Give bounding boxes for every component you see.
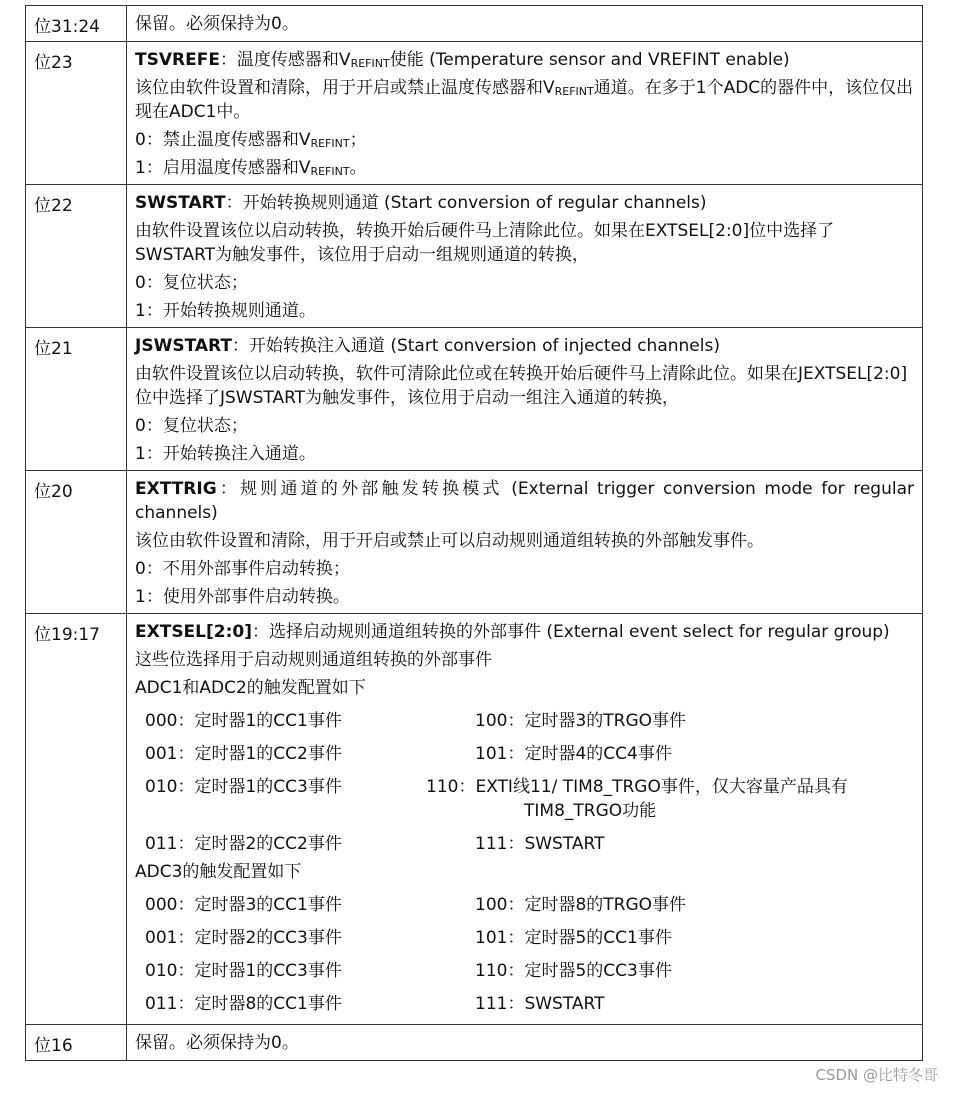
field-title: EXTSEL[2:0]：选择启动规则通道组转换的外部事件 (External event select for regular group)	[135, 622, 890, 642]
bit-range: 位20	[26, 471, 127, 614]
option-010: 010：定时器1的CC3事件	[145, 961, 342, 981]
bit-range: 位19:17	[26, 614, 127, 1025]
adc3-trigger-options	[135, 888, 914, 1020]
bit-description	[127, 1025, 923, 1061]
bit-range: 位31:24	[26, 6, 127, 42]
field-title: JSWSTART：开始转换注入通道 (Start conversion of injected channels)	[135, 336, 720, 356]
field-title: EXTTRIG：规则通道的外部触发转换模式 (External trigger conversion mode for regular channels)	[135, 479, 914, 523]
table-row	[26, 42, 923, 185]
field-name: EXTTRIG	[135, 479, 217, 499]
adc12-trigger-options	[135, 704, 914, 860]
value-1: 1：开始转换规则通道。	[135, 301, 316, 321]
bit-range: 位21	[26, 328, 127, 471]
bit-description	[127, 328, 923, 471]
value-0: 0：禁止温度传感器和$V_{REFINT}$；	[135, 130, 367, 150]
option-011: 011：定时器2的CC2事件	[145, 834, 342, 854]
field-name: JSWSTART	[135, 336, 232, 356]
adc3-header: ADC3的触发配置如下	[135, 862, 302, 882]
option-001: 001：定时器2的CC3事件	[145, 928, 342, 948]
table-row	[26, 1025, 923, 1061]
bit-description	[127, 185, 923, 328]
option-101: 101：定时器4的CC4事件	[475, 744, 672, 764]
option-111: 111：SWSTART	[475, 834, 605, 854]
desc-text: 该位由软件设置和清除，用于开启或禁止温度传感器和$V_{REFINT}$通道。在多于1个ADC的器件中，该位仅出现在ADC1中。	[135, 78, 914, 122]
bit-description	[127, 614, 923, 1025]
option-111: 111：SWSTART	[475, 994, 605, 1014]
desc-text: 保留。必须保持为0。	[135, 1033, 299, 1053]
field-title: TSVREFE：温度传感器和$V_{REFINT}$使能 (Temperature sensor and VREFINT enable)	[135, 50, 790, 70]
option-101: 101：定时器5的CC1事件	[475, 928, 672, 948]
value-1: 1：开始转换注入通道。	[135, 444, 316, 464]
option-001: 001：定时器1的CC2事件	[145, 744, 342, 764]
option-000: 000：定时器3的CC1事件	[145, 895, 342, 915]
value-0: 0：不用外部事件启动转换；	[135, 559, 350, 579]
table-row	[26, 185, 923, 328]
register-bit-table	[25, 5, 923, 1061]
field-title: SWSTART：开始转换规则通道 (Start conversion of regular channels)	[135, 193, 707, 213]
field-name: SWSTART	[135, 193, 226, 213]
watermark: CSDN @比特冬哥	[815, 1066, 938, 1084]
table-row	[26, 471, 923, 614]
value-1: 1：使用外部事件启动转换。	[135, 587, 350, 607]
option-100: 100：定时器8的TRGO事件	[475, 895, 687, 915]
bit-range: 位16	[26, 1025, 127, 1061]
bit-range: 位22	[26, 185, 127, 328]
option-010: 010：定时器1的CC3事件	[145, 777, 342, 797]
table-row	[26, 328, 923, 471]
option-011: 011：定时器8的CC1事件	[145, 994, 342, 1014]
bit-description	[127, 471, 923, 614]
option-110: 110：EXTI线11/ TIM8_TRGO事件，仅大容量产品具有TIM8_TRGO功能	[426, 777, 848, 821]
desc-text: 这些位选择用于启动规则通道组转换的外部事件	[135, 650, 492, 670]
desc-text: 该位由软件设置和清除，用于开启或禁止可以启动规则通道组转换的外部触发事件。	[135, 531, 764, 551]
field-name: EXTSEL[2:0]	[135, 622, 252, 642]
option-000: 000：定时器1的CC1事件	[145, 711, 342, 731]
adc12-header: ADC1和ADC2的触发配置如下	[135, 678, 366, 698]
option-100: 100：定时器3的TRGO事件	[475, 711, 687, 731]
desc-text: 保留。必须保持为0。	[135, 14, 299, 34]
desc-text: 由软件设置该位以启动转换，软件可清除此位或在转换开始后硬件马上清除此位。如果在JEXTSEL[2:0]位中选择了JSWSTART为触发事件，该位用于启动一组注入通道的转换，	[135, 364, 908, 408]
table-row	[26, 614, 923, 1025]
bit-range: 位23	[26, 42, 127, 185]
value-0: 0：复位状态；	[135, 273, 248, 293]
field-name: TSVREFE	[135, 50, 220, 70]
bit-description	[127, 6, 923, 42]
desc-text: 由软件设置该位以启动转换，转换开始后硬件马上清除此位。如果在EXTSEL[2:0]位中选择了SWSTART为触发事件，该位用于启动一组规则通道的转换，	[135, 221, 835, 265]
table-row	[26, 6, 923, 42]
value-0: 0：复位状态；	[135, 416, 248, 436]
bit-description	[127, 42, 923, 185]
option-110: 110：定时器5的CC3事件	[475, 961, 672, 981]
value-1: 1：启用温度传感器和$V_{REFINT}$。	[135, 158, 367, 178]
